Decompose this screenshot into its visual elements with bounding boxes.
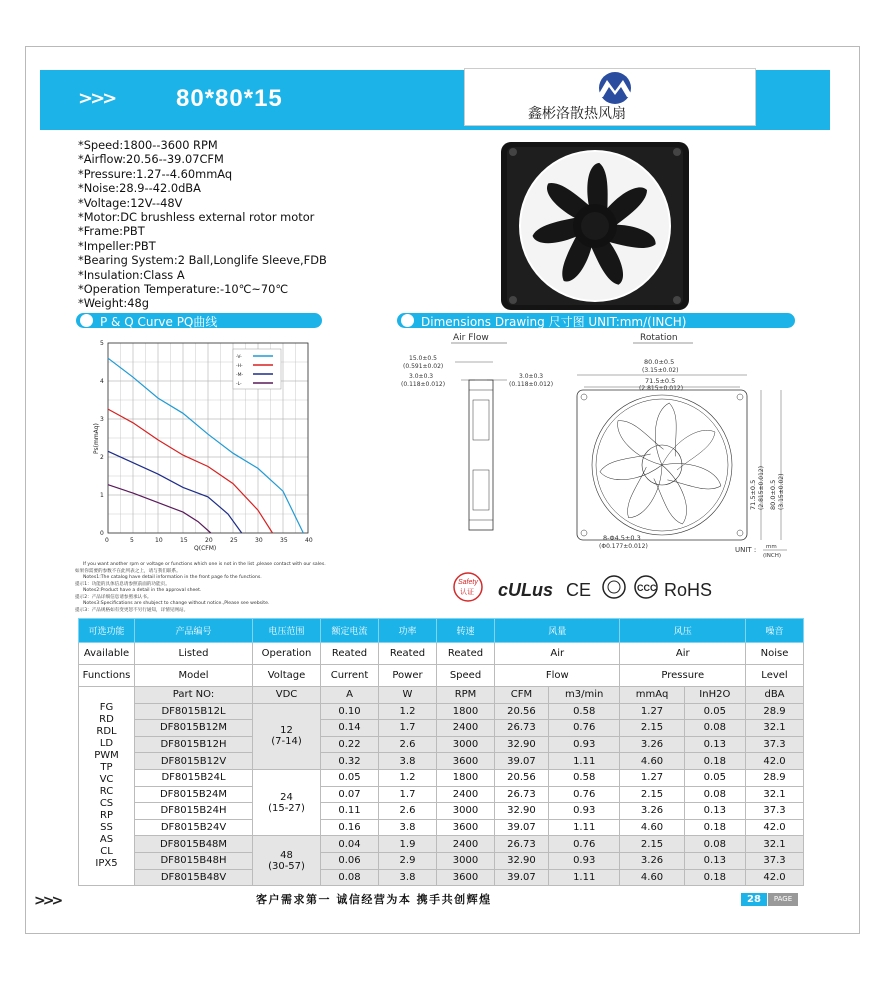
value-cell: 2.15 bbox=[620, 786, 684, 803]
column-header-en: Model bbox=[135, 665, 253, 687]
spec-item: *Pressure:1.27--4.60mmAq bbox=[78, 166, 233, 181]
value-cell: 28.9 bbox=[746, 703, 804, 720]
x-tick-label: 0 bbox=[105, 537, 109, 544]
voltage-value: 48 bbox=[280, 849, 293, 861]
rohs-cert-icon: RoHS bbox=[664, 580, 713, 600]
value-cell: 4.60 bbox=[620, 869, 684, 886]
unit-label: UNIT : bbox=[735, 546, 757, 554]
value-cell: 39.07 bbox=[495, 819, 549, 836]
fan-product-photo bbox=[497, 140, 693, 312]
value-cell: 0.18 bbox=[684, 753, 745, 770]
value-cell: 1.11 bbox=[548, 869, 620, 886]
value-cell: 0.13 bbox=[684, 736, 745, 753]
unit-cell: m3/min bbox=[548, 687, 620, 704]
dimensions-heading: Dimensions Drawing 尺寸图 UNIT:mm/(INCH) bbox=[421, 315, 687, 329]
value-cell: 1.11 bbox=[548, 753, 620, 770]
value-cell: 3.8 bbox=[379, 869, 437, 886]
function-item: TP bbox=[100, 762, 113, 774]
series-line bbox=[108, 451, 242, 533]
value-cell: 1.27 bbox=[620, 703, 684, 720]
note-line: 提示1：功能的具体信息请参照前面的功能页。 bbox=[75, 581, 170, 587]
value-cell: 37.3 bbox=[746, 852, 804, 869]
column-header-en: Operation bbox=[253, 643, 321, 665]
value-cell: 0.05 bbox=[684, 769, 745, 786]
legend-label: -M- bbox=[236, 373, 244, 378]
model-cell: DF8015B48H bbox=[135, 852, 253, 869]
column-header-en: Reated bbox=[321, 643, 379, 665]
value-cell: 3600 bbox=[437, 753, 495, 770]
value-cell: 28.9 bbox=[746, 769, 804, 786]
unit-cell: A bbox=[321, 687, 379, 704]
value-cell: 32.90 bbox=[495, 803, 549, 820]
y-tick-label: 4 bbox=[100, 378, 104, 385]
air-flow-label: Air Flow bbox=[453, 333, 489, 343]
front-height-dim: 80.0±0.5 bbox=[769, 479, 777, 510]
function-item: AS bbox=[99, 834, 114, 846]
note-line: Notes2:Product have a detail in the approval sheet. bbox=[83, 588, 202, 593]
function-item: VC bbox=[99, 774, 114, 786]
side-width-dim-inch: (0.591±0.02) bbox=[403, 363, 444, 370]
column-header-cn: 噪音 bbox=[746, 619, 804, 643]
model-cell: DF8015B48M bbox=[135, 836, 253, 853]
value-cell: 42.0 bbox=[746, 819, 804, 836]
spec-item: *Airflow:20.56--39.07CFM bbox=[78, 152, 224, 167]
spec-item: *Impeller:PBT bbox=[78, 238, 156, 253]
column-header-cn: 风压 bbox=[620, 619, 746, 643]
voltage-group-cell bbox=[253, 769, 321, 835]
value-cell: 20.56 bbox=[495, 769, 549, 786]
voltage-group-cell bbox=[253, 703, 321, 769]
column-header-en: Speed bbox=[437, 665, 495, 687]
pq-curve-heading: P & Q Curve PQ曲线 bbox=[100, 315, 218, 329]
function-item: RDL bbox=[96, 726, 117, 738]
value-cell: 0.93 bbox=[548, 736, 620, 753]
value-cell: 32.90 bbox=[495, 736, 549, 753]
company-logo-icon bbox=[585, 71, 645, 107]
value-cell: 37.3 bbox=[746, 736, 804, 753]
value-cell: 0.10 bbox=[321, 703, 379, 720]
functions-list bbox=[79, 687, 135, 886]
pq-curve-section-bar bbox=[76, 313, 322, 328]
value-cell: 0.93 bbox=[548, 852, 620, 869]
value-cell: 0.93 bbox=[548, 803, 620, 820]
footer-arrows: >>> bbox=[34, 893, 61, 909]
value-cell: 0.13 bbox=[684, 803, 745, 820]
value-cell: 2.9 bbox=[379, 852, 437, 869]
note-line: 提示3：产品规格如有变更恕不另行通知，详情见网站。 bbox=[75, 607, 189, 613]
value-cell: 2.6 bbox=[379, 803, 437, 820]
voltage-range: (30-57) bbox=[268, 860, 305, 872]
model-cell: DF8015B24M bbox=[135, 786, 253, 803]
model-cell: DF8015B12L bbox=[135, 703, 253, 720]
column-header-en: Air bbox=[620, 643, 746, 665]
ul-cert-icon: cULus bbox=[498, 580, 554, 600]
certification-logos bbox=[452, 570, 742, 604]
value-cell: 0.08 bbox=[321, 869, 379, 886]
front-width-dim-inch: (3.15±0.02) bbox=[642, 367, 679, 374]
value-cell: 4.60 bbox=[620, 753, 684, 770]
column-header-cn: 电压范围 bbox=[253, 619, 321, 643]
column-header-cn: 可选功能 bbox=[79, 619, 135, 643]
x-tick-label: 20 bbox=[205, 537, 213, 544]
voltage-group-cell bbox=[253, 836, 321, 886]
value-cell: 3600 bbox=[437, 819, 495, 836]
unit-mm: mm bbox=[766, 544, 777, 550]
notes-block bbox=[75, 562, 326, 614]
value-cell: 0.05 bbox=[684, 703, 745, 720]
value-cell: 32.1 bbox=[746, 836, 804, 853]
column-header-en: Functions bbox=[79, 665, 135, 687]
unit-cell: mmAq bbox=[620, 687, 684, 704]
model-cell: DF8015B24H bbox=[135, 803, 253, 820]
value-cell: 42.0 bbox=[746, 753, 804, 770]
hole-height-dim: 71.5±0.5 bbox=[749, 479, 757, 510]
value-cell: 26.73 bbox=[495, 786, 549, 803]
company-name: 鑫彬洛散热风扇 bbox=[528, 106, 626, 122]
model-cell: DF8015B24L bbox=[135, 769, 253, 786]
value-cell: 20.56 bbox=[495, 703, 549, 720]
function-item: FG bbox=[99, 702, 114, 714]
svg-text:Safety: Safety bbox=[458, 579, 478, 586]
value-cell: 0.18 bbox=[684, 819, 745, 836]
value-cell: 3.26 bbox=[620, 803, 684, 820]
tuv-cert-icon bbox=[603, 576, 625, 598]
value-cell: 0.07 bbox=[321, 786, 379, 803]
x-tick-label: 5 bbox=[130, 537, 134, 544]
side-width-dim: 15.0±0.5 bbox=[409, 355, 437, 362]
voltage-value: 24 bbox=[280, 791, 293, 803]
voltage-range: (7-14) bbox=[271, 736, 302, 748]
value-cell: 39.07 bbox=[495, 753, 549, 770]
column-header-en: Available bbox=[79, 643, 135, 665]
column-header-en: Listed bbox=[135, 643, 253, 665]
side-flange2-dim: 3.0±0.3 bbox=[519, 373, 544, 380]
value-cell: 26.73 bbox=[495, 720, 549, 737]
hole-spacing-dim-inch: (2.815±0.012) bbox=[639, 385, 684, 392]
function-item: CL bbox=[100, 846, 113, 858]
y-tick-label: 0 bbox=[100, 530, 104, 537]
value-cell: 0.13 bbox=[684, 852, 745, 869]
unit-cell: RPM bbox=[437, 687, 495, 704]
value-cell: 0.58 bbox=[548, 769, 620, 786]
value-cell: 0.22 bbox=[321, 736, 379, 753]
column-header-en: Noise bbox=[746, 643, 804, 665]
front-width-dim: 80.0±0.5 bbox=[644, 358, 675, 366]
value-cell: 0.32 bbox=[321, 753, 379, 770]
x-tick-label: 10 bbox=[155, 537, 163, 544]
x-tick-label: 25 bbox=[230, 537, 238, 544]
dimensions-drawing bbox=[395, 330, 795, 565]
column-header-en: Voltage bbox=[253, 665, 321, 687]
x-tick-label: 40 bbox=[305, 537, 313, 544]
spec-item: *Voltage:12V--48V bbox=[78, 195, 183, 210]
model-cell: DF8015B12M bbox=[135, 720, 253, 737]
value-cell: 3600 bbox=[437, 869, 495, 886]
value-cell: 0.76 bbox=[548, 836, 620, 853]
function-item: IPX5 bbox=[95, 858, 118, 870]
value-cell: 0.14 bbox=[321, 720, 379, 737]
function-item: RP bbox=[100, 810, 113, 822]
product-size-title: 80*80*15 bbox=[176, 85, 283, 112]
value-cell: 3.26 bbox=[620, 736, 684, 753]
pq-curve-chart bbox=[78, 335, 318, 555]
legend-label: -H- bbox=[236, 364, 243, 369]
hole-height-dim-inch: (2.815±0.012) bbox=[758, 465, 765, 510]
y-axis-label: Ps(mmAq) bbox=[93, 423, 100, 454]
side-flange-dim: 3.0±0.3 bbox=[409, 373, 434, 380]
column-header-cn: 额定电流 bbox=[321, 619, 379, 643]
unit-cell: InH2O bbox=[684, 687, 745, 704]
note-line: Notes1:The catalog have detail information in the front page fo the functions. bbox=[83, 575, 262, 580]
value-cell: 0.05 bbox=[321, 769, 379, 786]
column-header-cn: 功率 bbox=[379, 619, 437, 643]
unit-cell: W bbox=[379, 687, 437, 704]
column-header-en: Reated bbox=[437, 643, 495, 665]
side-flange-dim-inch: (0.118±0.012) bbox=[401, 381, 446, 388]
value-cell: 0.58 bbox=[548, 703, 620, 720]
value-cell: 1.2 bbox=[379, 703, 437, 720]
value-cell: 1.11 bbox=[548, 819, 620, 836]
dimensions-section-bar bbox=[397, 313, 795, 328]
value-cell: 2.6 bbox=[379, 736, 437, 753]
value-cell: 0.11 bbox=[321, 803, 379, 820]
value-cell: 3.8 bbox=[379, 753, 437, 770]
value-cell: 2.15 bbox=[620, 720, 684, 737]
spec-item: *Bearing System:2 Ball,Longlife Sleeve,FDB bbox=[78, 253, 327, 268]
value-cell: 1.7 bbox=[379, 786, 437, 803]
model-cell: DF8015B24V bbox=[135, 819, 253, 836]
value-cell: 3000 bbox=[437, 852, 495, 869]
y-tick-label: 5 bbox=[100, 340, 104, 347]
value-cell: 42.0 bbox=[746, 869, 804, 886]
column-header-cn: 产品编号 bbox=[135, 619, 253, 643]
value-cell: 0.08 bbox=[684, 720, 745, 737]
hole-spacing-dim: 71.5±0.5 bbox=[645, 377, 676, 385]
value-cell: 0.16 bbox=[321, 819, 379, 836]
column-header-en: Level bbox=[746, 665, 804, 687]
value-cell: 4.60 bbox=[620, 819, 684, 836]
svg-text:认证: 认证 bbox=[460, 589, 474, 596]
y-tick-label: 2 bbox=[100, 454, 104, 461]
unit-cell: CFM bbox=[495, 687, 549, 704]
value-cell: 2.15 bbox=[620, 836, 684, 853]
ccc-cert-icon bbox=[635, 576, 657, 598]
column-header-en: Power bbox=[379, 665, 437, 687]
value-cell: 39.07 bbox=[495, 869, 549, 886]
fan-side-view bbox=[469, 380, 493, 530]
y-tick-label: 1 bbox=[100, 492, 104, 499]
model-cell: DF8015B12V bbox=[135, 753, 253, 770]
value-cell: 0.08 bbox=[684, 836, 745, 853]
value-cell: 2400 bbox=[437, 786, 495, 803]
value-cell: 2400 bbox=[437, 836, 495, 853]
spec-item: *Speed:1800--3600 RPM bbox=[78, 138, 218, 152]
value-cell: 0.18 bbox=[684, 869, 745, 886]
column-header-en: Flow bbox=[495, 665, 620, 687]
ce-cert-icon: CE bbox=[566, 580, 592, 600]
spec-item: *Operation Temperature:-10℃~70℃ bbox=[78, 282, 289, 297]
y-tick-label: 3 bbox=[100, 416, 104, 423]
value-cell: 1.9 bbox=[379, 836, 437, 853]
unit-cell: VDC bbox=[253, 687, 321, 704]
value-cell: 3000 bbox=[437, 736, 495, 753]
safety-cert-icon bbox=[454, 573, 482, 601]
function-item: RC bbox=[99, 786, 114, 798]
value-cell: 0.06 bbox=[321, 852, 379, 869]
function-item: CS bbox=[99, 798, 114, 810]
function-item: SS bbox=[100, 822, 113, 834]
column-header-cn: 风量 bbox=[495, 619, 620, 643]
column-header-en: Pressure bbox=[620, 665, 746, 687]
model-cell: DF8015B12H bbox=[135, 736, 253, 753]
value-cell: 0.76 bbox=[548, 786, 620, 803]
svg-text:CCC: CCC bbox=[637, 583, 657, 593]
column-header-cn: 转速 bbox=[437, 619, 495, 643]
value-cell: 26.73 bbox=[495, 836, 549, 853]
spec-item: *Insulation:Class A bbox=[78, 267, 185, 282]
spec-item: *Frame:PBT bbox=[78, 224, 145, 239]
unit-cell: Part NO: bbox=[135, 687, 253, 704]
rotation-label: Rotation bbox=[640, 333, 678, 343]
radiation-icon bbox=[80, 314, 93, 327]
value-cell: 37.3 bbox=[746, 803, 804, 820]
note-line: Notes3:Specifications are shubject to change without notice.,Please see website. bbox=[83, 601, 270, 606]
value-cell: 3.8 bbox=[379, 819, 437, 836]
mount-hole-dim-inch: (Φ0.177±0.012) bbox=[599, 543, 648, 550]
function-item: LD bbox=[99, 738, 114, 750]
column-header-en: Air bbox=[495, 643, 620, 665]
product-spec-table bbox=[78, 618, 804, 886]
unit-inch: (INCH) bbox=[763, 553, 782, 559]
value-cell: 1.2 bbox=[379, 769, 437, 786]
spec-item: *Noise:28.9--42.0dBA bbox=[78, 181, 201, 196]
x-axis-label: Q(CFM) bbox=[194, 545, 217, 552]
spec-item: *Motor:DC brushless external rotor motor bbox=[78, 210, 315, 225]
model-cell: DF8015B48V bbox=[135, 869, 253, 886]
value-cell: 0.76 bbox=[548, 720, 620, 737]
value-cell: 32.1 bbox=[746, 720, 804, 737]
value-cell: 0.08 bbox=[684, 786, 745, 803]
value-cell: 1.27 bbox=[620, 769, 684, 786]
value-cell: 0.04 bbox=[321, 836, 379, 853]
column-header-en: Current bbox=[321, 665, 379, 687]
mount-hole-dim: 8-Φ4.5±0.3 bbox=[603, 534, 641, 542]
value-cell: 32.1 bbox=[746, 786, 804, 803]
voltage-value: 12 bbox=[280, 725, 293, 737]
footer-slogan: 客户需求第一 诚信经营为本 携手共创辉煌 bbox=[256, 893, 492, 906]
spec-item: *Weight:48g bbox=[78, 296, 149, 311]
x-tick-label: 15 bbox=[180, 537, 188, 544]
value-cell: 1800 bbox=[437, 769, 495, 786]
function-item: RD bbox=[99, 714, 114, 726]
side-flange2-dim-inch: (0.118±0.012) bbox=[509, 381, 554, 388]
page-label: PAGE bbox=[768, 893, 798, 906]
spec-list bbox=[78, 138, 327, 311]
column-header-en: Reated bbox=[379, 643, 437, 665]
banner-arrows: >>> bbox=[78, 88, 115, 109]
function-item: PWM bbox=[94, 750, 119, 762]
value-cell: 1800 bbox=[437, 703, 495, 720]
value-cell: 32.90 bbox=[495, 852, 549, 869]
radiation-icon bbox=[401, 314, 414, 327]
value-cell: 3000 bbox=[437, 803, 495, 820]
legend-label: -V- bbox=[236, 355, 242, 360]
value-cell: 3.26 bbox=[620, 852, 684, 869]
note-line: 提示2：产品详细信息请参照承认书。 bbox=[75, 594, 152, 600]
unit-cell: dBA bbox=[746, 687, 804, 704]
front-height-dim-inch: (3.15±0.02) bbox=[778, 473, 785, 510]
legend-label: -L- bbox=[236, 382, 242, 387]
page-number: 28 bbox=[741, 893, 767, 906]
note-line: If you want another rpm or voltage or functions which one is not in the list ,please contact with our sales. bbox=[83, 562, 326, 567]
value-cell: 1.7 bbox=[379, 720, 437, 737]
voltage-range: (15-27) bbox=[268, 802, 305, 814]
value-cell: 2400 bbox=[437, 720, 495, 737]
x-tick-label: 30 bbox=[255, 537, 263, 544]
x-tick-label: 35 bbox=[280, 537, 288, 544]
note-line: 如果你需要的参数不在此列表之上，请与我们联系。 bbox=[75, 568, 181, 574]
